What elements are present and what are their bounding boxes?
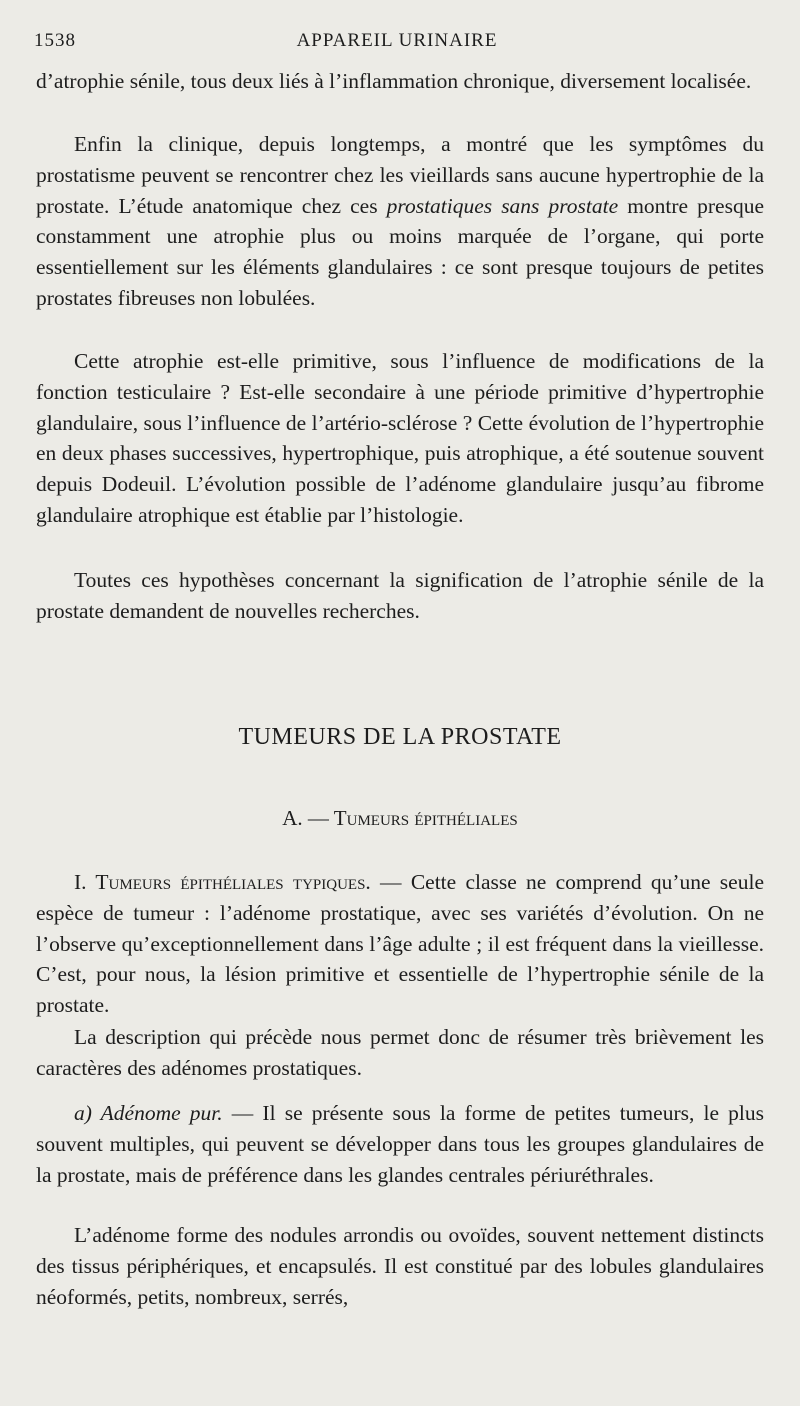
paragraph-atrophie: Cette atrophie est-elle primitive, sous l’influence de modifications de la fonction testiculaire ? Est-elle secondaire à une période primitive d’hypertrophie glandulaire, sous l’influence de l’artério-sclérose ? Cette évolution de l’hypertrophie en deux phases successives, hypertrophique, puis atrophique, a été soutenue souvent depuis Dodeuil. L’évolution possible de l’adénome glandulaire jusqu’au fibrome glandulaire atrophique est établie par l’histologie. (36, 349, 764, 527)
paragraph-tumeurs-typiques (36, 867, 764, 1021)
paragraph-text: montre presque constamment une atrophie plus ou moins marquée de l’organe, qui porte essentiellement sur les éléments glandulaires : ce sont presque toujours de petites prostates fibreuses non lobulées. (36, 193, 764, 310)
paragraph-text: Enfin la clinique, depuis longtemps, a montré que les symptômes du prostatisme peuvent se rencontrer chez les vieillards sans aucune hypertrophie de la prostate. L’étude anatomique chez ces (36, 132, 764, 218)
paragraph-lead: a) Adénome pur. (74, 1101, 223, 1125)
paragraph-description: La description qui précède nous permet donc de résumer très brièvement les caractères des adénomes prostatiques. (36, 1025, 764, 1080)
paragraph-adenome-pur (36, 1098, 764, 1190)
running-title: APPAREIL URINAIRE (296, 30, 498, 51)
running-header (34, 30, 760, 56)
paragraph-lead: I. Tumeurs épithéliales typiques. (74, 870, 371, 894)
paragraph-hypotheses: Toutes ces hypothèses concernant la signification de l’atrophie sénile de la prostate demandent de nouvelles recherches. (36, 568, 764, 623)
section-subtitle: A. — Tumeurs épithéliales (282, 806, 518, 830)
paragraph-text: — Il se présente sous la forme de petites tumeurs, le plus souvent multiples, qui peuvent se développer dans tous les groupes glandulaires de la prostate, mais de préférence dans les glandes centrales périuréthrales. (36, 1101, 764, 1187)
italic-term: prostatiques sans prostate (386, 193, 619, 218)
section-title: TUMEURS DE LA PROSTATE (238, 724, 562, 750)
paragraph-continuation: d’atrophie sénile, tous deux liés à l’inflammation chronique, diversement localisée. (36, 69, 752, 93)
paragraph-nodules: L’adénome forme des nodules arrondis ou ovoïdes, souvent nettement distincts des tissus périphériques, et encapsulés. Il est constitué par des lobules glandulaires néoformés, petits, nombreux, serrés, (36, 1223, 764, 1309)
paragraph-text: — Cette classe ne comprend qu’une seule espèce de tumeur : l’adénome prostatique, avec ses variétés d’évolution. On ne l’observe qu’exceptionnellement dans l’âge adulte ; il est fréquent dans la vieillesse. C’est, pour nous, la lésion primitive et essentielle de l’hypertrophie sénile de la prostate. (36, 870, 764, 1018)
paragraph-clinique (36, 129, 764, 314)
page-number: 1538 (34, 30, 76, 51)
